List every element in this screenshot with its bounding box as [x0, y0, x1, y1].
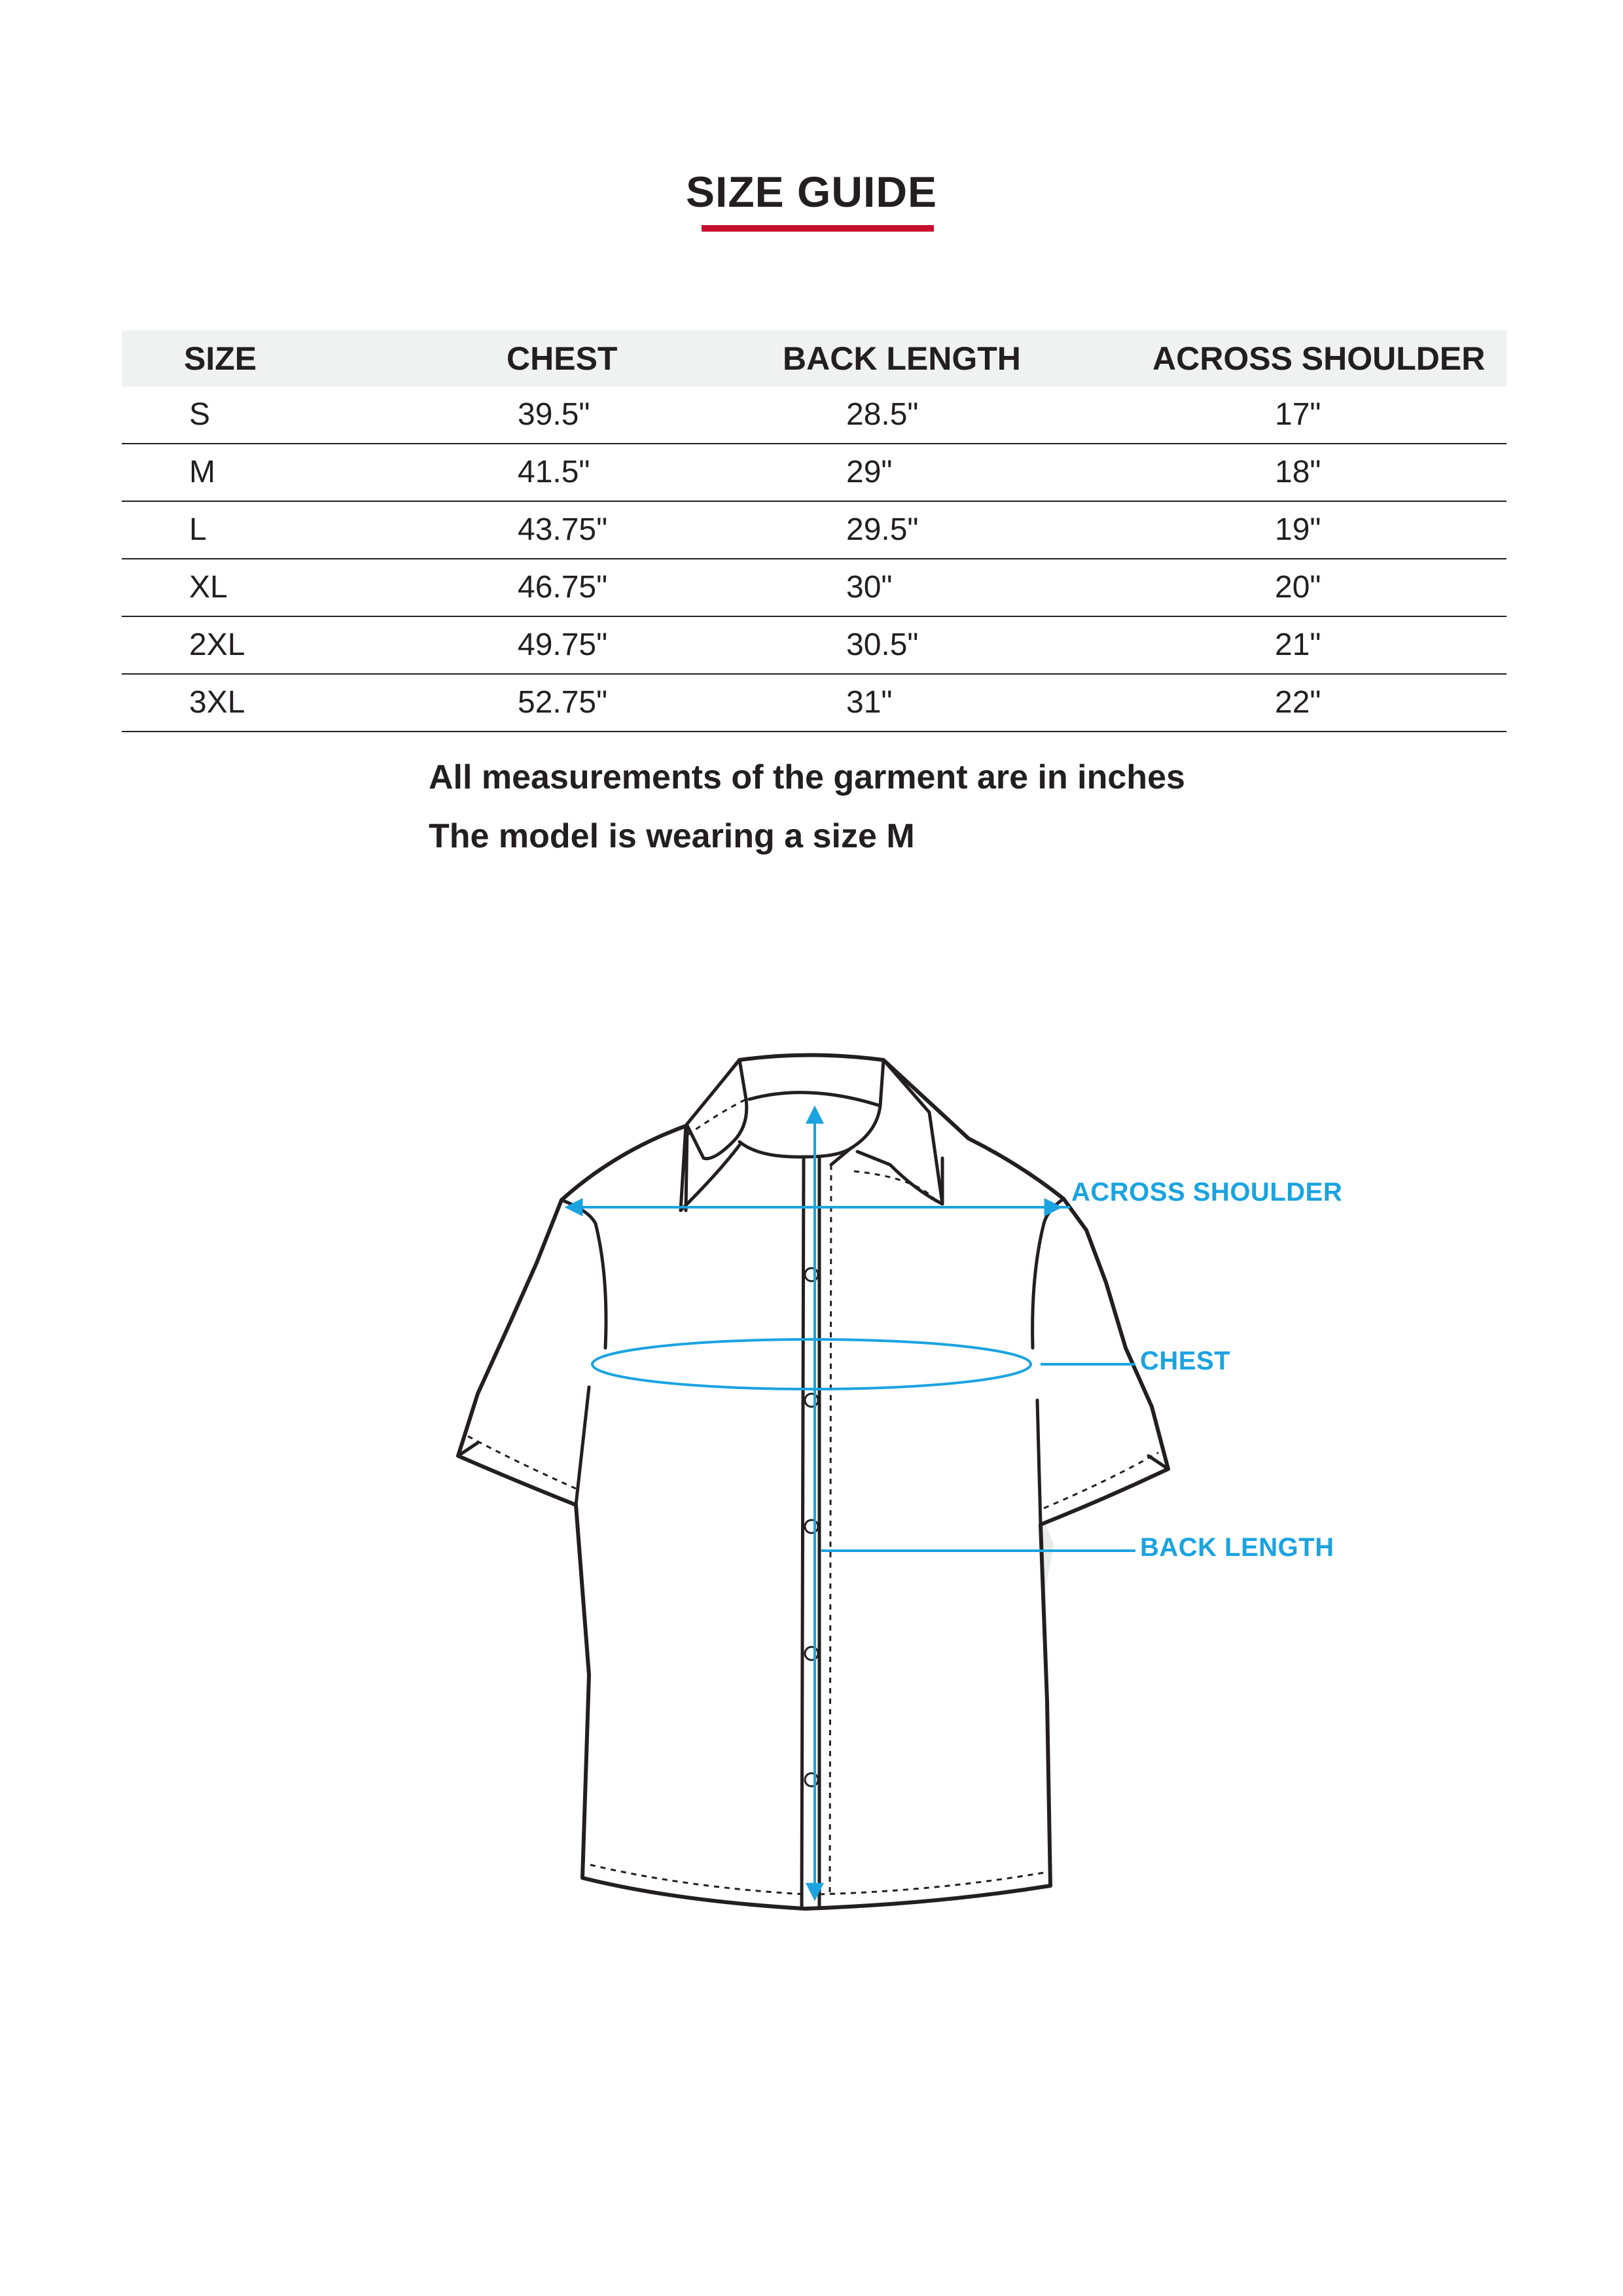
- cell-chest: 39.5": [518, 397, 590, 432]
- cell-across-shoulder: 20": [1275, 570, 1321, 605]
- measurement-note: All measurements of the garment are in inches: [429, 758, 1185, 796]
- label-back-length: BACK LENGTH: [1140, 1533, 1334, 1562]
- header-across-shoulder: ACROSS SHOULDER: [1152, 340, 1486, 377]
- cell-back-length: 31": [846, 685, 893, 720]
- cell-across-shoulder: 19": [1275, 512, 1321, 547]
- label-chest: CHEST: [1140, 1347, 1231, 1375]
- cell-size: 3XL: [189, 685, 245, 720]
- cell-back-length: 30.5": [846, 627, 919, 662]
- cell-size: 2XL: [189, 627, 245, 662]
- cell-across-shoulder: 21": [1275, 627, 1321, 662]
- cell-across-shoulder: 17": [1275, 397, 1321, 432]
- cell-back-length: 29.5": [846, 512, 919, 547]
- header-chest: CHEST: [507, 340, 618, 377]
- cell-size: L: [189, 512, 207, 547]
- cell-chest: 43.75": [518, 512, 608, 547]
- header-back-length: BACK LENGTH: [783, 340, 1021, 377]
- cell-size: M: [189, 455, 215, 489]
- cell-back-length: 29": [846, 455, 893, 489]
- cell-chest: 52.75": [518, 685, 608, 720]
- header-size: SIZE: [184, 340, 257, 377]
- cell-size: XL: [189, 570, 228, 605]
- model-size-note: The model is wearing a size M: [429, 817, 915, 855]
- cell-chest: 49.75": [518, 627, 608, 662]
- page-title: SIZE GUIDE: [685, 168, 938, 216]
- cell-chest: 46.75": [518, 570, 608, 605]
- cell-back-length: 28.5": [846, 397, 919, 432]
- cell-back-length: 30": [846, 570, 893, 605]
- cell-across-shoulder: 22": [1275, 685, 1321, 720]
- cell-chest: 41.5": [518, 455, 590, 489]
- label-across-shoulder: ACROSS SHOULDER: [1071, 1178, 1343, 1207]
- cell-size: S: [189, 397, 211, 432]
- cell-across-shoulder: 18": [1275, 455, 1321, 489]
